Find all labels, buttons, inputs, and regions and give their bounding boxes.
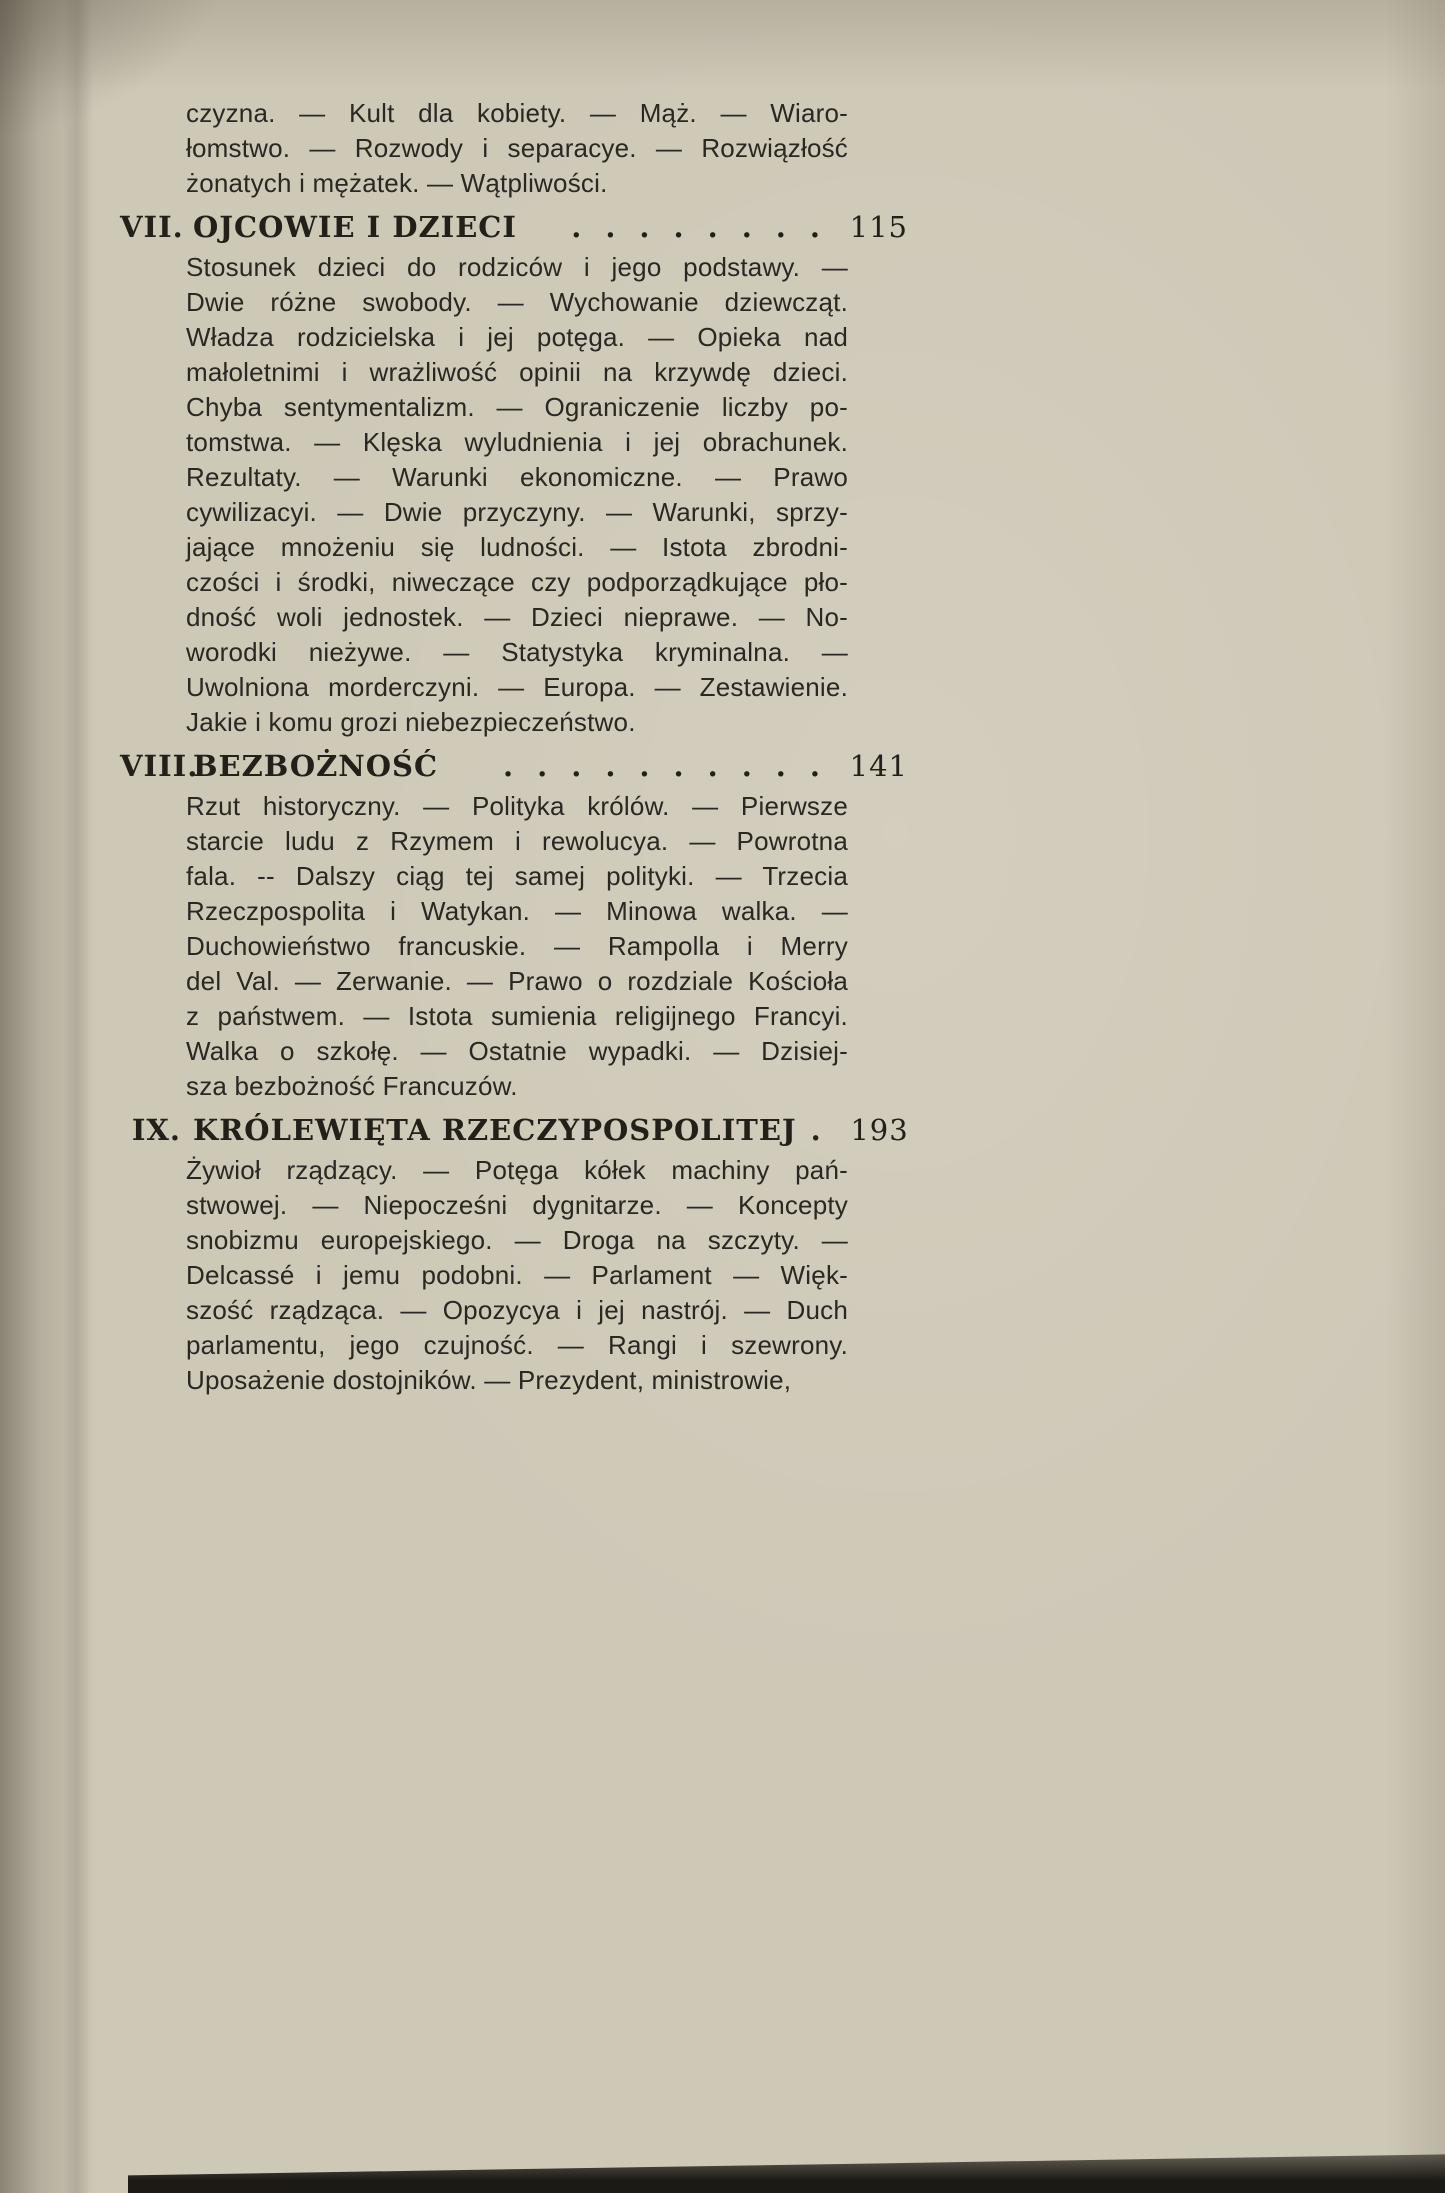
dot-leader: ........: [571, 210, 844, 244]
summary-line: Stosunek dzieci do rodziców i jego podstawy. —: [186, 252, 848, 282]
summary-line: Rezultaty. — Warunki ekonomiczne. — Prawo: [186, 462, 848, 492]
summary-line: cywilizacyi. — Dwie przyczyny. — Warunki, sprzy-: [186, 497, 848, 527]
summary-line: Delcassé i jemu podobni. — Parlament — Więk-: [186, 1260, 848, 1290]
page-number: 141: [849, 749, 908, 783]
summary-line: czyzna. — Kult dla kobiety. — Mąż. — Wiaro-: [186, 98, 848, 128]
chapter-heading: [120, 1110, 908, 1150]
summary-line: Żywioł rządzący. — Potęga kółek machiny pań-: [186, 1155, 848, 1185]
page-edge-shadow: [0, 0, 95, 2193]
summary-line: tomstwa. — Klęska wyludnienia i jej obrachunek.: [186, 427, 848, 457]
summary-line: Uwolniona morderczyni. — Europa. — Zestawienie.: [186, 672, 848, 702]
page-number: 115: [849, 210, 908, 244]
chapter-title: OJCOWIE I DZIECI: [193, 210, 517, 244]
paper-crease: [62, 0, 92, 2193]
chapter-summary: [186, 1153, 848, 1398]
summary-line: worodki nieżywe. — Statystyka kryminalna. —: [186, 637, 848, 667]
summary-line: Władza rodzicielska i jej potęga. — Opieka nad: [186, 322, 848, 352]
chapter-numeral: VII.: [120, 210, 184, 244]
summary-line: Rzut historyczny. — Polityka królów. — Pierwsze: [186, 791, 848, 821]
toc-content: [120, 96, 908, 1398]
summary-line: Uposażenie dostojników. — Prezydent, ministrowie,: [186, 1365, 792, 1395]
toc-entry: [120, 207, 908, 740]
summary-line: szość rządząca. — Opozycya i jej nastrój. — Duch: [186, 1295, 848, 1325]
summary-line: małoletnimi i wrażliwość opinii na krzywdę dzieci.: [186, 357, 848, 387]
summary-line: Jakie i komu grozi niebezpieczeństwo.: [186, 707, 636, 737]
chapter-summary: [186, 789, 848, 1104]
chapter-title: BEZBOŻNOŚĆ: [193, 749, 439, 783]
chapter-heading: [120, 746, 908, 786]
summary-line: starcie ludu z Rzymem i rewolucya. — Powrotna: [186, 826, 848, 856]
summary-line: Walka o szkołę. — Ostatnie wypadki. — Dzisiej-: [186, 1036, 848, 1066]
summary-line: snobizmu europejskiego. — Droga na szczyty. —: [186, 1225, 848, 1255]
toc-entry: [120, 746, 908, 1104]
summary-line: Rzeczpospolita i Watykan. — Minowa walka. —: [186, 896, 848, 926]
summary-line: żonatych i mężatek. — Wątpliwości.: [186, 168, 608, 198]
summary-line: parlamentu, jego czujność. — Rangi i szewrony.: [186, 1330, 848, 1360]
chapter-numeral: VIII.: [120, 749, 199, 783]
summary-line: z państwem. — Istota sumienia religijnego Francyi.: [186, 1001, 848, 1031]
dot-leader: ..........: [503, 749, 844, 783]
chapter-title: KRÓLEWIĘTA RZECZYPOSPOLITEJ: [193, 1113, 797, 1147]
summary-line: sza bezbożność Francuzów.: [186, 1071, 518, 1101]
chapter-summary: [186, 250, 848, 740]
chapter-heading: [120, 207, 908, 247]
summary-line: Chyba sentymentalizm. — Ograniczenie liczby po-: [186, 392, 848, 422]
summary-line: jające mnożeniu się ludności. — Istota zbrodni-: [186, 532, 848, 562]
summary-line: łomstwo. — Rozwody i separacye. — Rozwiązłość: [186, 133, 848, 163]
chapter-numeral: IX.: [131, 1113, 181, 1147]
summary-line: fala. -- Dalszy ciąg tej samej polityki. — Trzecia: [186, 861, 848, 891]
page-number: 193: [850, 1113, 909, 1147]
summary-line: del Val. — Zerwanie. — Prawo o rozdziale Kościoła: [186, 966, 848, 996]
dot-leader: .: [810, 1113, 845, 1147]
summary-line: dność woli jednostek. — Dzieci nieprawe. — No-: [186, 602, 848, 632]
summary-line: Dwie różne swobody. — Wychowanie dziewcząt.: [186, 287, 848, 317]
toc-entry: [120, 1110, 908, 1398]
continuation-text: [186, 96, 848, 201]
scan-dark-edge: [128, 2151, 1445, 2193]
summary-line: Duchowieństwo francuskie. — Rampolla i Merry: [186, 931, 848, 961]
summary-line: czości i środki, niweczące czy podporządkujące pło-: [186, 567, 848, 597]
summary-line: stwowej. — Niepocześni dygnitarze. — Koncepty: [186, 1190, 848, 1220]
